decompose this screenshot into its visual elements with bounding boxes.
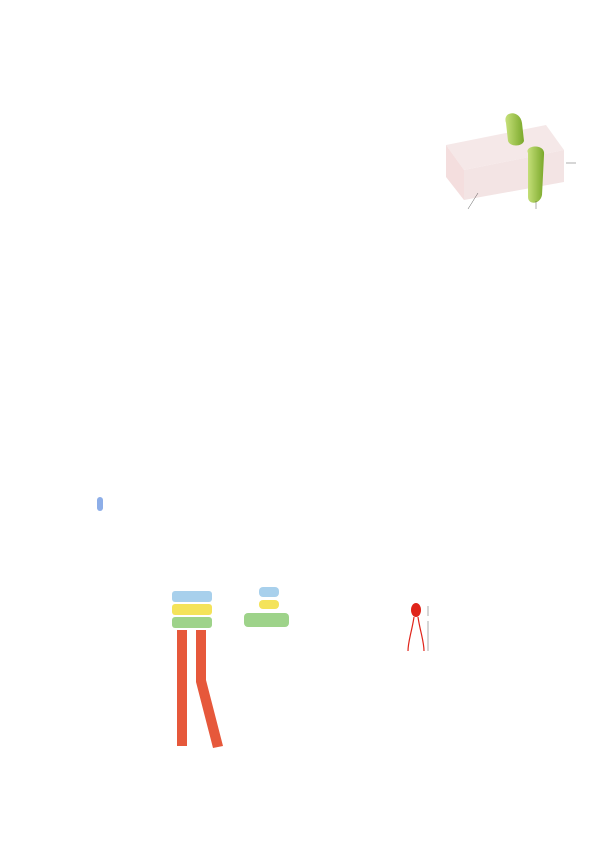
section-2-heading <box>90 439 96 451</box>
section-1-heading <box>90 103 96 115</box>
phospholipid-symbol-figure <box>402 596 477 666</box>
membrane-bilayer-figure <box>436 105 600 240</box>
subsection-fosfolipidos <box>90 497 103 511</box>
tail-2-bar <box>196 630 223 748</box>
tail-1-bar <box>177 630 187 746</box>
